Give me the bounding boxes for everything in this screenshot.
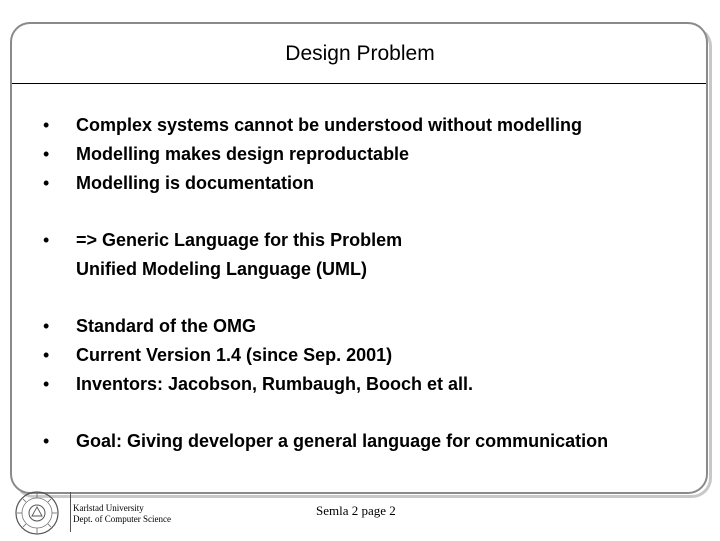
bullet-item [43,341,703,370]
bullet-marker: • [43,431,50,451]
page-label: Semla 2 page 2 [316,503,396,518]
bullet-item [43,427,703,456]
university-name: Karlstad University [73,503,144,513]
bullet-marker: • [43,316,50,336]
bullet-marker: • [43,345,50,365]
bullet-marker: • [43,115,50,135]
bullet-item [43,111,703,140]
bullet-text: Goal: Giving developer a general language for communication [76,431,609,451]
bullet-line: Unified Modeling Language (UML) [76,259,367,279]
bullet-text: Complex systems cannot be understood without modelling [76,115,583,135]
bullet-item [43,226,703,284]
title-divider [12,83,706,84]
bullet-text: Current Version 1.4 (since Sep. 2001) [76,345,393,365]
bullet-text: Standard of the OMG [76,316,256,336]
bullet-text: Modelling makes design reproductable [76,144,410,164]
bullet-marker: • [43,173,50,193]
slide-title: Design Problem [285,42,435,65]
bullet-list [43,111,703,456]
bullet-text: Modelling is documentation [76,173,314,193]
bullet-text [76,226,402,284]
bullet-line: => Generic Language for this Problem [76,230,403,250]
bullet-text: Inventors: Jacobson, Rumbaugh, Booch et all. [76,374,474,394]
footer-affiliation [73,503,171,525]
department-name: Dept. of Computer Science [73,514,171,524]
bullet-item [43,140,703,169]
bullet-marker: • [43,374,50,394]
bullet-marker: • [43,230,50,250]
bullet-item [43,370,703,399]
bullet-marker: • [43,144,50,164]
footer-divider [70,492,71,532]
university-seal-icon [14,490,60,536]
bullet-item [43,312,703,341]
bullet-item [43,169,703,198]
